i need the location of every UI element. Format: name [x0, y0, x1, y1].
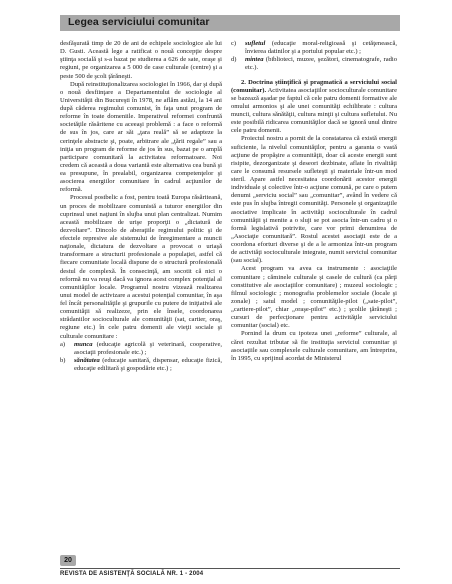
paragraph: Acest program va avea ca instrumente : asociaţiile comunitare ; căminele culturale şi casele de cultură (ca părţi constitutive ale asociaţiilor comunitare) ; muzeul sociologic ; filmul sociologic ; monografia problemelor sociale (locale şi zonale) ; satul model ; comunităţile-pilot („sate-pilot”, „cartiere-pilot”, chiar „oraşe-pilot” etc.) ; şcolile ţărăneşti ; cursuri de perfecţionare pentru activităţile serviciului comunitar (social) etc. — [231, 265, 397, 330]
list-item-text: (educaţie agricolă şi veterinară, cooperative, asociaţii profesionale etc.) ; — [74, 340, 223, 356]
list-item — [60, 357, 222, 373]
list-item-text: (educaţie moral-religioasă şi cetăţenească, învierea datinilor şi a portului popular etc.) ; — [245, 40, 397, 56]
paragraph: Proiectul nostru a pornit de la constatarea că există energii suficiente, la nivelul comunităţilor, pentru a garanta o vastă acţiune de propăşire a comunităţii, doar că aceste energii sunt risipite, dezorganizate şi deseori dezbinate, aflate în rivalităţi care le consumă resursele sufleteşti şi materiale într-un mod steril. Apare astfel necesitatea coordonării acestor energii individuale şi colective într-o acţiune comună, pe care o putem denumi „serviciu social” sau „comunitar”, având în vedere că este pus în slujba întregii comunităţi. Personele şi organizaţiile asociative implicate în activităţi socioculturale în cadrul comunităţii şi menite a o sluji se pot asocia într-un cadru şi o formă legislativă potrivite, care vor primi denumirea de „Asociaţie comunitară”. Rostul acestei asociaţii este de a coordona eforturi diverse şi de a le armoniza într-un program de activităţi socioculturale integrate, numit serviciul comunitar (sau social). — [231, 135, 397, 265]
list-item-term: sufletul — [245, 40, 266, 47]
section-intro: Activitatea asociaţiilor socioculturale comunitare se bazează aşadar pe faptul că cele patru domenii formative ale omului armonios şi ale unei comunităţi echilibrate : cultura muncii, cultura sănătăţii, cultura minţii şi cultura sufletului. Nu este posibilă ridicarea comunităţilor dacă se ignoră unul dintre cele patru domenii. — [231, 86, 397, 135]
domains-list-left — [60, 341, 222, 374]
list-item-term: sănătatea — [74, 356, 100, 364]
list-item-label: b) — [60, 356, 66, 364]
right-column — [231, 40, 397, 363]
list-item — [231, 56, 397, 72]
paragraph: desfăşurată timp de 20 de ani de echipele sociologice ale lui D. Gusti. Această lege a ratificat o nouă concepţie despre ştiinţa socială şi s-a bazat pe studierea a 626 de sate, oraşe şi regiuni, pe organizarea a 5 000 de case culturale (centre) şi a peste 500 de şcoli ţărăneşti. — [60, 40, 222, 80]
paragraph: Pornind la drum cu ipoteza unei „reforme” culturale, al cărei rezultat tributar să fie instituţia serviciul comunitar şi asociaţiile sau complexele culturale comunitare, am întreprins, în 1995, cu sprijinul acordat de Ministerul — [231, 330, 397, 362]
list-item-term: mintea — [245, 56, 264, 64]
list-item-text: (biblioteci, muzee, şezători, cinematografe, radio etc.). — [245, 56, 397, 72]
footer-divider — [60, 568, 400, 569]
list-item-label: a) — [60, 340, 66, 348]
list-item-term: munca — [74, 340, 93, 348]
list-item — [60, 341, 222, 357]
domains-list-right — [231, 40, 397, 73]
section-paragraph — [231, 79, 397, 136]
paragraph: După reinstituţionalizarea sociologiei în 1966, dar şi după o nouă desfiinţare a Departamentului de sociologie al Universităţii din Bucureşti în 1978, ne aflăm astăzi, la 14 ani după căderea regimului comunist, în faţa unui program de reforme în toate domeniile. Imperativul reformei confruntă societăţile răsăritene cu aceeaşi problemă : a face o reformă de sus în jos, care ar săi „ţara reală” să se adapteze la cerinţele abstracte şi, poate, arbitrare ale „ţării regale” sau a iniţia un program de reforme de jos în sus, bazat pe o amplă participare comunitară la activitatea reformatoare. Noi credem că această a doua variantă este alternativa cea bună şi ea presupune, în prealabil, organizarea competenţelor şi asocierea energiilor comunitare în cadrul acţiunilor de reformă. — [60, 80, 222, 194]
left-column — [60, 40, 222, 373]
running-header — [60, 15, 400, 31]
journal-title: REVISTA DE ASISTENŢĂ SOCIALĂ NR. 1 - 2004 — [60, 571, 204, 577]
running-header-title: Legea serviciului comunitar — [68, 16, 210, 28]
list-item-label: c) — [231, 40, 237, 47]
page-number: 20 — [60, 555, 76, 566]
list-item-text: (educaţie sanitară, dispensar, educaţie fizică, educaţie edilitară şi gospodărie etc.) ; — [74, 356, 222, 372]
section-title: 2. Doctrina ştiinţifică şi pragmatică a serviciului social (comunitar). — [231, 78, 397, 94]
paragraph: Procesul postbelic a fost, pentru toată Europa răsăriteană, un proces de mobilizare comunistă a tuturor energiilor din cuprinsul unei naţiuni în slujba unui plan centralizat. Numim această mobilizare de urişe proporţii o „dictatură de dezvoltare”. Dincolo de aberaţiile regimului politic şi de efectele represive ale sistemului de înregimentare a muncii naţionale, dictatura de dezvoltare a provocat o uriaşă transformare a structurii profesionale a populaţiei, astfel că fiecare comunitate locală dispune de o structură profesională destul de complexă. În consecinţă, am socotit că nici o reformă nu va reuşi dacă va ignora acest complex potenţial al comunităţilor locale. Programul nostru vizează realizarea unui model de activizare a acestui potenţial comunitar, în aşa fel încât personalităţile şi grupurile cu putere de iniţiativă ale comunităţii să realizeze, prin ele însele, coordonarea strădaniilor socioculturale ale comunităţii (sat, cartier, oraş, regiune etc.) în cele patru domenii ale vieţii sociale şi culturale comunitare : — [60, 194, 222, 340]
list-item-label: d) — [231, 56, 237, 64]
list-item — [231, 40, 397, 56]
